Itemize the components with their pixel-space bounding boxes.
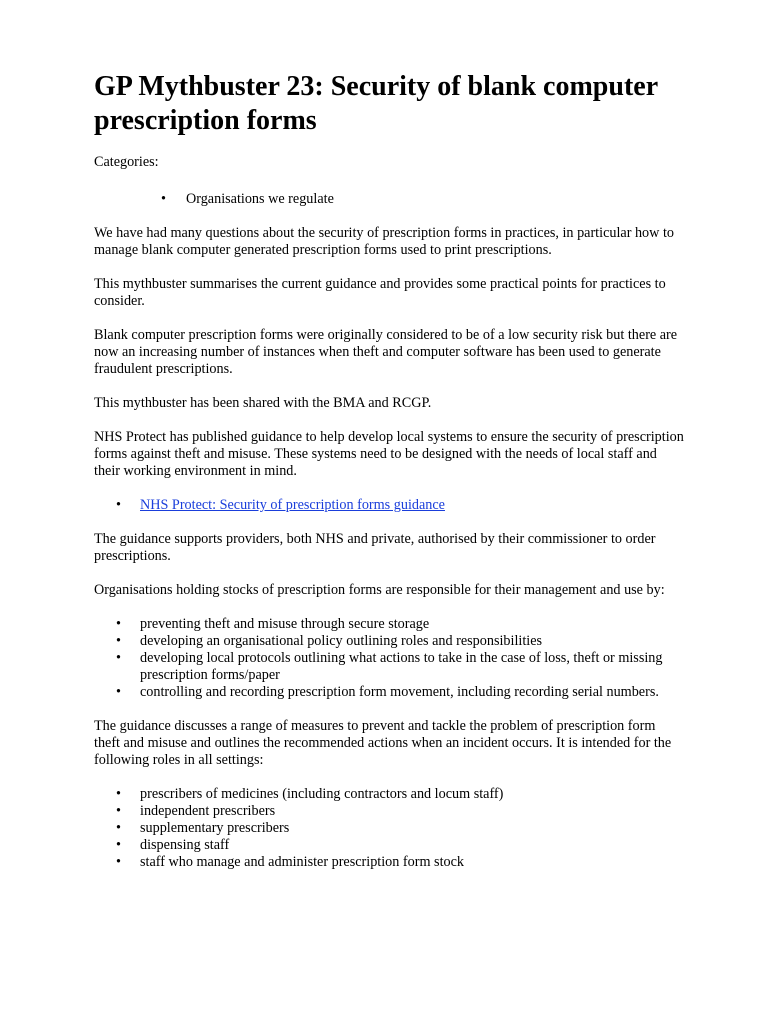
categories-label: Categories:: [94, 154, 159, 170]
categories-list: [94, 191, 684, 208]
guidance-support-paragraph: The guidance supports providers, both NHS and private, authorised by their commissioner to order prescriptions.: [94, 531, 656, 564]
link-list-item: [94, 497, 684, 514]
risk-paragraph: Blank computer prescription forms were originally considered to be of a low security risk but there are now an increasing number of instances when theft and computer software has been used to generate fraudulent prescriptions.: [94, 327, 678, 377]
list-item: • developing local protocols outlining what actions to take in the case of loss, theft or missing prescription forms/paper: [94, 650, 684, 684]
responsibilities-list: [94, 616, 684, 701]
list-item: • dispensing staff: [94, 837, 684, 854]
measures-paragraph: The guidance discusses a range of measures to prevent and tackle the problem of prescription form theft and misuse and outlines the recommended actions when an incident occurs. It is intended for the following roles in all settings:: [94, 718, 672, 768]
list-item: • developing an organisational policy outlining roles and responsibilities: [94, 633, 684, 650]
list-item: • preventing theft and misuse through secure storage: [94, 616, 684, 633]
page-title: GP Mythbuster 23: Security of blank computer prescription forms: [94, 71, 658, 136]
shared-paragraph: This mythbuster has been shared with the BMA and RCGP.: [94, 395, 432, 411]
list-item: • independent prescribers: [94, 803, 684, 820]
intro-paragraph: We have had many questions about the security of prescription forms in practices, in particular how to manage blank computer generated prescription forms used to print prescriptions.: [94, 225, 674, 258]
document-body: [94, 70, 684, 871]
list-item: • supplementary prescribers: [94, 820, 684, 837]
list-item: • staff who manage and administer prescription form stock: [94, 854, 684, 871]
list-item: • controlling and recording prescription form movement, including recording serial numbers.: [94, 684, 684, 701]
nhs-protect-guidance-link[interactable]: NHS Protect: Security of prescription forms guidance: [140, 497, 445, 513]
nhs-protect-paragraph: NHS Protect has published guidance to help develop local systems to ensure the security of prescription forms against theft and misuse. These systems need to be designed with the needs of local staff and their working environment in mind.: [94, 429, 684, 479]
organisations-paragraph: Organisations holding stocks of prescription forms are responsible for their management and use by:: [94, 582, 665, 598]
summary-paragraph: This mythbuster summarises the current guidance and provides some practical points for practices to consider.: [94, 276, 666, 309]
list-item: • prescribers of medicines (including contractors and locum staff): [94, 786, 684, 803]
link-list: [94, 497, 684, 514]
roles-list: [94, 786, 684, 871]
category-item: • Organisations we regulate: [94, 191, 684, 208]
